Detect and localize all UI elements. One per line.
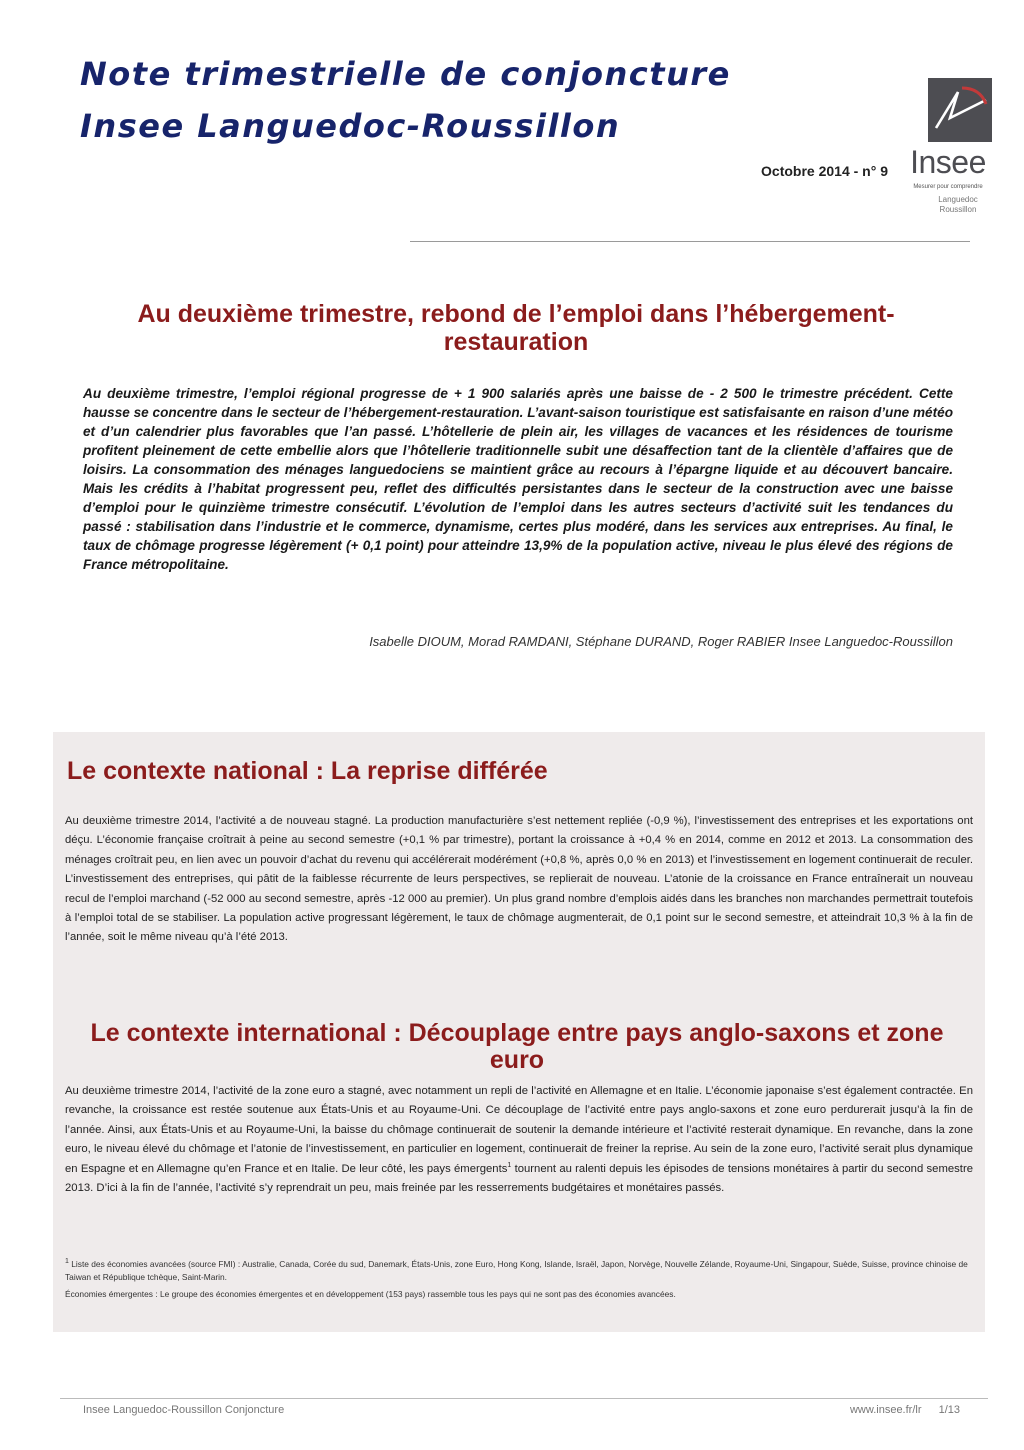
footer-divider: [60, 1398, 988, 1399]
footnote-1-text: Liste des économies avancées (source FMI) : Australie, Canada, Corée du sud, Danemark, États-Unis, zone Euro, Hong Kong, Islande, Israël, Japon, Norvège, Nouvelle Zélande, Royaume-Uni, Singapour, Suède, Suisse, province chinoise de Taiwan et République tchèque, Saint-Marin.: [65, 1259, 968, 1282]
logo-region-line-1: Languedoc: [938, 195, 978, 204]
logo-region-line-2: Roussillon: [939, 205, 977, 214]
issue-date: Octobre 2014 - n° 9: [761, 163, 888, 179]
article-authors: Isabelle DIOUM, Morad RAMDANI, Stéphane DURAND, Roger RABIER Insee Languedoc-Roussillon: [369, 634, 953, 649]
context-box: [53, 732, 985, 1332]
insee-logo-mark: [928, 78, 992, 142]
title-line-1: Note trimestrielle de conjoncture: [80, 55, 731, 93]
international-context-text: [65, 1082, 973, 1198]
footer-url[interactable]: www.insee.fr/lr: [849, 1404, 922, 1416]
publication-title: [80, 48, 880, 152]
international-context-title: Le contexte international : Découplage entre pays anglo-saxons et zone euro: [90, 1019, 944, 1074]
title-line-2: Insee Languedoc-Roussillon: [80, 107, 621, 145]
footer-publication: Insee Languedoc-Roussillon Conjoncture: [83, 1404, 285, 1416]
logo-region: [920, 195, 996, 215]
logo-tagline: Mesurer pour comprendre: [913, 184, 983, 190]
international-text-part-2: tournent au ralenti depuis les épisodes de tensions monétaires à partir du second semestre 2013. D’ici à la fin de l’année, l’activité s’y reprendrait un peu, mais freinée par les resserrements budgétaires et monétaires passés.: [65, 1162, 973, 1195]
insee-logo: [896, 78, 1000, 228]
article-headline: Au deuxième trimestre, rebond de l’emploi dans l’hébergement-restauration: [137, 300, 895, 356]
logo-wordmark: Insee: [910, 144, 986, 180]
article-lead: Au deuxième trimestre, l’emploi régional progresse de + 1 900 salariés après une baisse de - 2 500 le trimestre précédent. Cette hausse se concentre dans le secteur de l’hébergement-restauration. L’avant-saison touristique est satisfaisante en raison d’une météo et d’un calendrier plus favorables que l’an passé. L’hôtellerie de plein air, les villages de vacances et les résidences de tourisme profitent pleinement de cette embellie alors que l’hôtellerie traditionnelle subit une désaffection tant de la clientèle d’affaires que de loisirs. La consommation des ménages languedociens se maintient grâce au recours à l’épargne liquide et au découvert bancaire. Mais les crédits à l’habitat progressent peu, reflet des difficultés persistantes dans le secteur de la construction avec une baisse d’emploi pour le quinzième trimestre consécutif. L’évolution de l’emploi dans les autres secteurs d’activité suit les tendances du passé : stabilisation dans l’industrie et le commerce, dynamisme, certes plus modéré, dans les services aux entreprises. Au final, le taux de chômage progresse légèrement (+ 0,1 point) pour atteindre 13,9% de la population active, niveau le plus élevé des régions de France métropolitaine.: [83, 386, 954, 572]
footer-right: [720, 1404, 960, 1416]
footnote-number: 1: [65, 1258, 69, 1266]
footnote-emerging-economies: Économies émergentes : Le groupe des économies émergentes et en développement (153 pays) rassemble tous les pays qui ne sont pas des économies avancées.: [65, 1289, 676, 1299]
national-context-text: Au deuxième trimestre 2014, l’activité a de nouveau stagné. La production manufacturière s’est nettement repliée (-0,9 %), l’investissement des entreprises et les exportations ont déçu. L’économie française croîtrait à peine au second semestre (+0,1 % par trimestre), portant la croissance à +0,4 % en 2014, comme en 2012 et 2013. La consommation des ménages croîtrait peu, en lien avec un pouvoir d’achat du revenu qui accélérerait modérément (+0,8 %, après 0,0 % en 2013) et l’investissement en logement continuerait de reculer. L’investissement des entreprises, qui pâtit de la faiblesse récurrente de leurs perspectives, se replierait de nouveau. L’atonie de la croissance en France entraînerait un nouveau recul de l’emploi marchand (-52 000 au second semestre, après -12 000 au premier). Un plus grand nombre d’emplois aidés dans les branches non marchandes permettrait toutefois à l’emploi total de se stabiliser. La population active progressant légèrement, le taux de chômage augmenterait, de 0,1 point sur le second semestre, et atteindrait 10,3 % à la fin de l’année, soit le même niveau qu’à l’été 2013.: [65, 815, 973, 944]
insee-emblem-icon: [928, 78, 992, 142]
footnote-marker: 1: [507, 1161, 512, 1169]
footnote-advanced-economies: [65, 1258, 973, 1284]
header-divider: [410, 241, 970, 242]
page-number: 1/13: [938, 1404, 960, 1416]
national-context-title: Le contexte national : La reprise différée: [67, 757, 548, 785]
international-text-part-1: Au deuxième trimestre 2014, l’activité de la zone euro a stagné, avec notamment un repli de l’activité en Allemagne et en Italie. L’économie japonaise s’est également contractée. En revanche, la croissance est restée soutenue aux États-Unis et au Royaume-Uni. Ce découplage de l’activité entre pays anglo-saxons et zone euro perdurerait jusqu’à la fin de l’année. Ainsi, aux États-Unis et au Royaume-Uni, la baisse du chômage continuerait de soutenir la demande intérieure et l’activité resterait dynamique. En revanche, dans la zone euro, le niveau élevé du chômage et l’atonie de l’investissement, en particulier en logement, continuerait de freiner la reprise. Au sein de la zone euro, l’activité serait plus dynamique en Espagne et en Allemagne qu’en France et en Italie. De leur côté, les pays émergents: [65, 1085, 973, 1175]
